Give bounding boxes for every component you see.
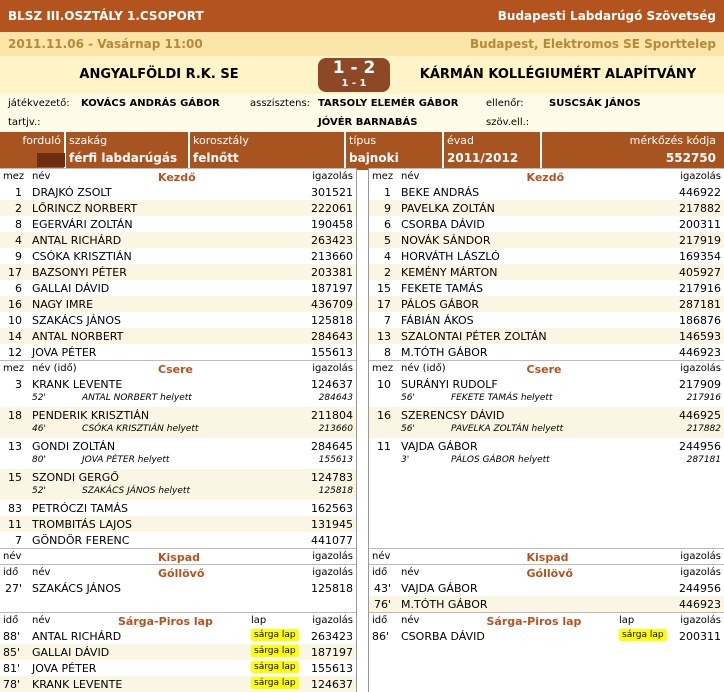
goal-row: [369, 596, 724, 612]
col-label: igazolás: [680, 171, 721, 182]
card-row: [0, 628, 356, 644]
section-title: Góllövő: [526, 567, 573, 580]
player-name: CSORBA DÁVID: [401, 218, 485, 231]
registration-number: 287181: [679, 298, 721, 311]
replaced-registration: 287181: [686, 455, 721, 465]
shirt-number: 18: [8, 409, 22, 422]
replaced-registration: 213660: [318, 424, 353, 434]
player-name: PÁLOS GÁBOR: [401, 298, 480, 311]
player-name: EGERVÁRI ZOLTÁN: [32, 218, 133, 231]
starter-row: [369, 216, 724, 232]
registration-number: 125818: [311, 314, 353, 327]
substitution-detail-row: [0, 485, 356, 500]
player-name: GALLAI DÁVID: [32, 646, 110, 659]
player-name: LŐRINCZ NORBERT: [32, 202, 138, 215]
registration-number: 155613: [311, 346, 353, 359]
registration-number: 211804: [311, 409, 353, 422]
col-label: név (idő): [32, 363, 77, 374]
starter-row: [0, 248, 356, 264]
player-name: M.TÓTH GÁBOR: [401, 346, 488, 359]
registration-number: 263423: [311, 630, 353, 643]
card-row: [369, 628, 724, 644]
replaced-registration: 284643: [318, 393, 353, 403]
registration-number: 441077: [311, 534, 353, 547]
federation-name: Budapesti Labdarúgó Szövetség: [497, 9, 716, 23]
registration-number: 263423: [311, 234, 353, 247]
age-group-cell: korosztály felnőtt: [190, 132, 344, 170]
sub-minute: 52': [32, 393, 46, 403]
col-label: név: [372, 551, 391, 562]
shirt-number: 8: [15, 218, 22, 231]
col-label: mez: [372, 363, 394, 374]
col-label: igazolás: [680, 363, 721, 374]
player-name: ANTAL NORBERT: [32, 330, 124, 343]
substitution-detail-row: [369, 454, 724, 469]
section-header-row: [369, 168, 724, 184]
yellow-card-badge: sárga lap: [619, 629, 667, 641]
player-name: KEMÉNY MÁRTON: [401, 266, 498, 279]
registration-number: 187197: [311, 282, 353, 295]
starter-row: [0, 296, 356, 312]
player-name: KRANK LEVENTE: [32, 378, 123, 391]
starter-row: [369, 280, 724, 296]
player-name: SZALONTAI PÉTER ZOLTÁN: [401, 330, 547, 343]
controller-name: SUSCSÁK JÁNOS: [549, 98, 641, 109]
substitute-row: [0, 407, 356, 423]
registration-number: 131945: [311, 518, 353, 531]
replaced-registration: 217882: [686, 424, 721, 434]
starter-row: [0, 200, 356, 216]
registration-number: 446925: [679, 409, 721, 422]
card-minute: 81': [3, 662, 21, 675]
player-name: JOVA PÉTER: [32, 662, 97, 675]
col-label: név: [401, 171, 420, 182]
controller-label: ellenőr:: [486, 98, 524, 109]
shirt-number: 16: [8, 298, 22, 311]
shirt-number: 10: [377, 378, 391, 391]
registration-number: 436709: [311, 298, 353, 311]
player-name: CSORBA DÁVID: [401, 630, 485, 643]
registration-number: 203381: [311, 266, 353, 279]
shirt-number: 9: [384, 202, 391, 215]
col-label: igazolás: [312, 551, 353, 562]
registration-number: 244956: [679, 582, 721, 595]
player-name: FÁBIÁN ÁKOS: [401, 314, 474, 327]
col-label: név (idő): [401, 363, 446, 374]
starter-row: [0, 264, 356, 280]
column-divider: [356, 168, 357, 692]
sub-minute: 56': [401, 424, 415, 434]
section-header-row: [0, 360, 356, 376]
registration-number: 284643: [311, 330, 353, 343]
replaced-registration: 155613: [318, 455, 353, 465]
round-cell: forduló: [0, 132, 64, 170]
substitute-row: [369, 376, 724, 392]
shirt-number: 7: [15, 534, 22, 547]
registration-number: 446923: [679, 598, 721, 611]
league-title: BLSZ III.OSZTÁLY 1.CSOPORT: [8, 9, 204, 23]
player-name: SZAKÁCS JÁNOS: [32, 582, 121, 595]
section-title: Kezdő: [526, 171, 565, 184]
sub-minute: 52': [32, 486, 46, 496]
section-title: Kispad: [158, 551, 201, 564]
section-title: Sárga-Piros lap: [486, 615, 582, 628]
col-label: igazolás: [312, 363, 353, 374]
player-name: M.TÓTH GÁBOR: [401, 598, 488, 611]
col-label: igazolás: [312, 615, 353, 626]
yellow-card-badge: sárga lap: [251, 629, 299, 641]
registration-number: 217916: [679, 282, 721, 295]
registration-number: 124637: [311, 678, 353, 691]
section-header-row: [0, 548, 356, 564]
player-name: HORVÁTH LÁSZLÓ: [401, 250, 500, 263]
col-label: név: [401, 567, 420, 578]
starter-row: [0, 280, 356, 296]
registration-number: 222061: [311, 202, 353, 215]
goal-row: [0, 580, 356, 596]
registration-number: 200311: [679, 218, 721, 231]
starter-row: [0, 328, 356, 344]
section-header-row: [369, 360, 724, 376]
shirt-number: 4: [384, 250, 391, 263]
shirt-number: 9: [15, 250, 22, 263]
yellow-card-badge: sárga lap: [251, 661, 299, 673]
player-name: ANTAL RICHÁRD: [32, 630, 122, 643]
registration-number: 169354: [679, 250, 721, 263]
reserve-ref-name: JÓVÉR BARNABÁS: [318, 117, 418, 128]
col-label: név: [3, 551, 22, 562]
col-label: lap: [619, 615, 635, 626]
shirt-number: 10: [8, 314, 22, 327]
shirt-number: 6: [15, 282, 22, 295]
player-name: VAJDA GÁBOR: [401, 440, 478, 453]
card-minute: 78': [3, 678, 21, 691]
section-header-row: [0, 168, 356, 184]
player-name: BAZSONYI PÉTER: [32, 266, 127, 279]
player-name: KRANK LEVENTE: [32, 678, 123, 691]
substitution-detail-row: [0, 392, 356, 407]
card-header-row: [0, 612, 356, 628]
registration-number: 162563: [311, 502, 353, 515]
col-label: lap: [251, 615, 267, 626]
section-title: Kezdő: [158, 171, 196, 184]
registration-number: 217882: [679, 202, 721, 215]
registration-number: 217919: [679, 234, 721, 247]
starter-row: [0, 312, 356, 328]
registration-number: 124783: [311, 471, 353, 484]
registration-number: 125818: [311, 582, 353, 595]
shirt-number: 12: [8, 346, 22, 359]
player-name: GALLAI DÁVID: [32, 282, 110, 295]
assistant-name: TARSOLY ELEMÉR GÁBOR: [318, 98, 459, 109]
shirt-number: 11: [377, 440, 391, 453]
federation-controller-label: szöv.ell.:: [486, 117, 530, 128]
registration-number: 244956: [679, 440, 721, 453]
substitute-row: [0, 500, 356, 516]
shirt-number: 17: [377, 298, 391, 311]
player-name: PENDERIK KRISZTIÁN: [32, 409, 150, 422]
player-name: BEKE ANDRÁS: [401, 186, 480, 199]
replaced-player: FEKETE TAMÁS helyett: [451, 393, 553, 403]
registration-number: 187197: [311, 646, 353, 659]
player-name: VAJDA GÁBOR: [401, 582, 478, 595]
branch-cell: szakág férfi labdarúgás: [66, 132, 188, 170]
shirt-number: 5: [384, 234, 391, 247]
match-info-bar: [0, 132, 724, 170]
player-name: CSÓKA KRISZTIÁN: [32, 250, 132, 263]
player-name: PETRÓCZI TAMÁS: [32, 502, 128, 515]
player-name: GONDI ZOLTÁN: [32, 440, 116, 453]
shirt-number: 15: [8, 471, 22, 484]
referee-label: játékvezető:: [8, 98, 70, 109]
shirt-number: 15: [377, 282, 391, 295]
player-name: NOVÁK SÁNDOR: [401, 234, 491, 247]
player-name: JOVA PÉTER: [32, 346, 97, 359]
col-label: név: [32, 567, 51, 578]
shirt-number: 11: [8, 518, 22, 531]
card-row: [0, 660, 356, 676]
registration-number: 446922: [679, 186, 721, 199]
referee-name: KOVÁCS ANDRÁS GÁBOR: [81, 98, 220, 109]
col-label: mez: [3, 171, 25, 182]
yellow-card-badge: sárga lap: [251, 677, 299, 689]
match-code-cell: mérkőzés kódja 552750: [542, 132, 724, 170]
shirt-number: 43': [373, 582, 391, 595]
starter-row: [0, 344, 356, 360]
col-label: név: [32, 171, 51, 182]
card-row: [0, 676, 356, 692]
sub-minute: 80': [32, 455, 46, 465]
home-team: ANGYALFÖLDI R.K. SE: [79, 67, 239, 82]
player-name: ANTAL RICHÁRD: [32, 234, 122, 247]
shirt-number: 4: [15, 234, 22, 247]
col-label: igazolás: [680, 567, 721, 578]
shirt-number: 16: [377, 409, 391, 422]
reserve-ref-label: tartjv.:: [8, 117, 41, 128]
section-title: Csere: [526, 363, 562, 376]
section-title: Góllövő: [158, 567, 205, 580]
registration-number: 200311: [679, 630, 721, 643]
starter-row: [369, 312, 724, 328]
shirt-number: 27': [4, 582, 22, 595]
player-name: GÖNDÖR FERENC: [32, 534, 130, 547]
column-divider: [368, 168, 369, 692]
shirt-number: 17: [8, 266, 22, 279]
starter-row: [369, 264, 724, 280]
match-venue: Budapest, Elektromos SE Sporttelep: [470, 37, 716, 51]
player-name: SURÁNYI RUDOLF: [401, 378, 498, 391]
substitution-detail-row: [0, 454, 356, 469]
col-label: mez: [372, 171, 394, 182]
section-title: Sárga-Piros lap: [118, 615, 213, 628]
col-label: név: [401, 615, 420, 626]
player-name: NAGY IMRE: [32, 298, 94, 311]
player-name: FEKETE TAMÁS: [401, 282, 483, 295]
league-header: [0, 0, 724, 32]
substitute-row: [0, 532, 356, 548]
col-label: idő: [372, 615, 388, 626]
player-name: SZAKÁCS JÁNOS: [32, 314, 121, 327]
starter-row: [0, 232, 356, 248]
starter-row: [0, 184, 356, 200]
card-minute: 88': [3, 630, 21, 643]
registration-number: 217909: [679, 378, 721, 391]
registration-number: 190458: [311, 218, 353, 231]
player-name: DRAJKÓ ZSOLT: [32, 186, 112, 199]
starter-row: [369, 232, 724, 248]
col-label: idő: [3, 615, 19, 626]
match-datetime: 2011.11.06 - Vasárnap 11:00: [8, 37, 203, 51]
score-box: [318, 58, 390, 92]
col-label: idő: [3, 567, 19, 578]
substitute-row: [369, 407, 724, 423]
shirt-number: 14: [8, 330, 22, 343]
goal-row: [369, 580, 724, 596]
assistant-label: asszisztens:: [250, 98, 311, 109]
replaced-registration: 217916: [686, 393, 721, 403]
sub-minute: 56': [401, 393, 415, 403]
starter-row: [369, 248, 724, 264]
col-label: igazolás: [680, 551, 721, 562]
starter-row: [369, 296, 724, 312]
starter-row: [369, 344, 724, 360]
card-minute: 86': [372, 630, 390, 643]
starter-row: [369, 184, 724, 200]
player-name: SZONDI GERGŐ: [32, 471, 119, 484]
col-label: igazolás: [680, 615, 721, 626]
substitution-detail-row: [369, 392, 724, 407]
section-title: Csere: [158, 363, 193, 376]
substitution-detail-row: [0, 423, 356, 438]
col-label: név: [32, 615, 51, 626]
shirt-number: 1: [384, 186, 391, 199]
col-label: igazolás: [312, 567, 353, 578]
registration-number: 284645: [311, 440, 353, 453]
registration-number: 186876: [679, 314, 721, 327]
registration-number: 155613: [311, 662, 353, 675]
player-name: TROMBITÁS LAJOS: [32, 518, 132, 531]
replaced-player: PAVELKA ZOLTÁN helyett: [451, 424, 564, 434]
player-name: SZERENCSY DÁVID: [401, 409, 505, 422]
substitution-detail-row: [369, 423, 724, 438]
section-header-row: [369, 564, 724, 580]
col-label: idő: [372, 567, 388, 578]
col-label: igazolás: [312, 171, 353, 182]
shirt-number: 13: [8, 440, 22, 453]
date-venue-bar: [0, 32, 724, 56]
shirt-number: 2: [15, 202, 22, 215]
section-header-row: [369, 548, 724, 564]
starter-row: [369, 328, 724, 344]
substitute-row: [369, 438, 724, 454]
registration-number: 213660: [311, 250, 353, 263]
final-score: 1 - 2: [332, 58, 376, 78]
sub-minute: 46': [32, 424, 46, 434]
shirt-number: 2: [384, 266, 391, 279]
replaced-registration: 125818: [318, 486, 353, 496]
sub-minute: 3': [401, 455, 410, 465]
starter-row: [0, 216, 356, 232]
registration-number: 146593: [679, 330, 721, 343]
substitute-row: [0, 376, 356, 392]
shirt-number: 1: [15, 186, 22, 199]
section-title: Kispad: [526, 551, 569, 564]
away-team: KÁRMÁN KOLLÉGIUMÉRT ALAPÍTVÁNY: [419, 67, 697, 82]
card-minute: 85': [3, 646, 21, 659]
replaced-player: SZAKÁCS JÁNOS helyett: [82, 486, 190, 496]
replaced-player: ANTAL NORBERT helyett: [82, 393, 192, 403]
replaced-player: PÁLOS GÁBOR helyett: [451, 455, 550, 465]
teams-bar: [0, 56, 724, 94]
shirt-number: 7: [384, 314, 391, 327]
registration-number: 124637: [311, 378, 353, 391]
registration-number: 301521: [311, 186, 353, 199]
shirt-number: 13: [377, 330, 391, 343]
replaced-player: CSÓKA KRISZTIÁN helyett: [82, 424, 199, 434]
card-header-row: [369, 612, 724, 628]
shirt-number: 8: [384, 346, 391, 359]
type-cell: típus bajnoki: [346, 132, 442, 170]
halftime-score: 1 - 1: [341, 78, 367, 89]
player-name: PAVELKA ZOLTÁN: [401, 202, 495, 215]
registration-number: 405927: [679, 266, 721, 279]
round-value-redacted: [37, 153, 65, 167]
substitute-row: [0, 469, 356, 485]
starter-row: [369, 200, 724, 216]
registration-number: 446923: [679, 346, 721, 359]
section-header-row: [0, 564, 356, 580]
card-row: [0, 644, 356, 660]
season-cell: évad 2011/2012: [444, 132, 540, 170]
replaced-player: JOVA PÉTER helyett: [82, 455, 170, 465]
substitute-row: [0, 516, 356, 532]
substitute-row: [0, 438, 356, 454]
shirt-number: 83: [8, 502, 22, 515]
col-label: mez: [3, 363, 25, 374]
yellow-card-badge: sárga lap: [251, 645, 299, 657]
shirt-number: 3: [15, 378, 22, 391]
shirt-number: 6: [384, 218, 391, 231]
shirt-number: 76': [373, 598, 391, 611]
officials-bar: [0, 94, 724, 132]
